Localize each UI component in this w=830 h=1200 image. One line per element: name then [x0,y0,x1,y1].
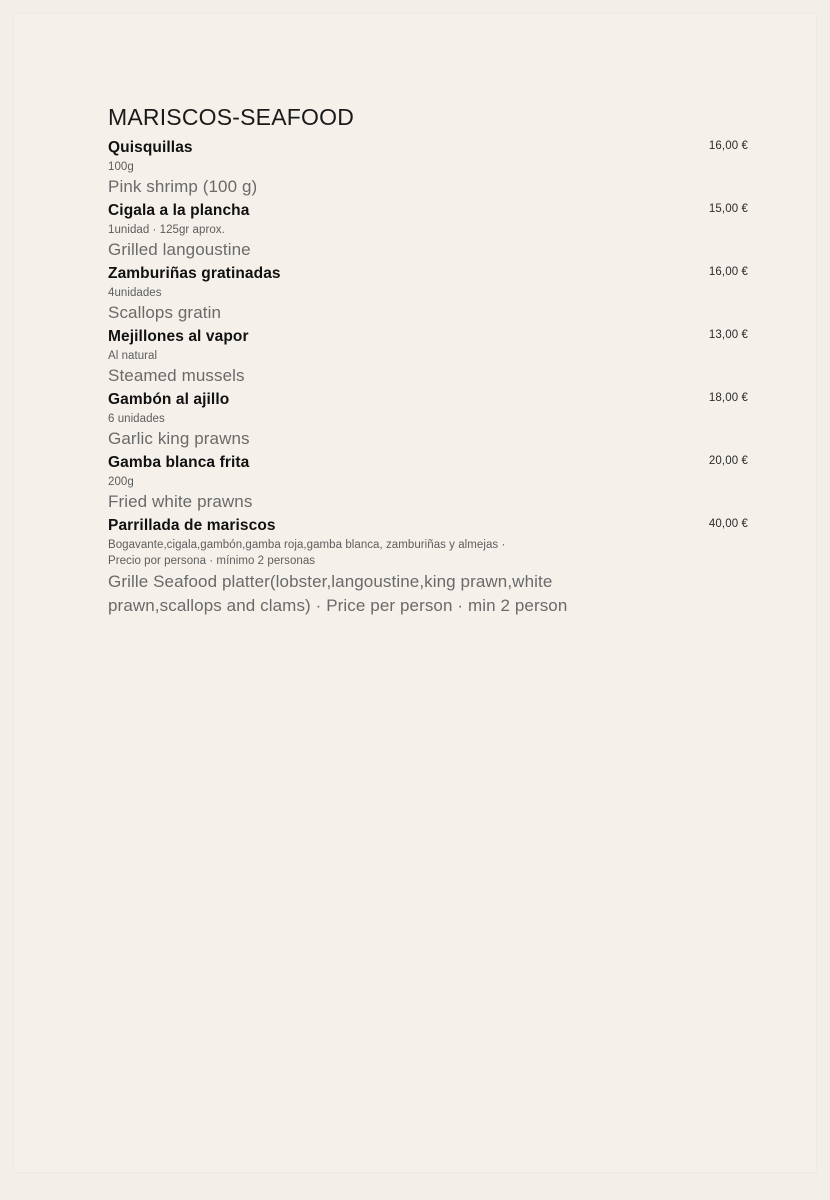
menu-item [108,138,748,199]
item-name-english: Fried white prawns [108,492,253,512]
item-description: Al natural [108,349,158,362]
item-name-english: Garlic king prawns [108,429,250,449]
item-name: Parrillada de mariscos [108,516,276,534]
menu-item-list [108,138,748,617]
page-title: MARISCOS-SEAFOOD [108,104,355,130]
item-description: 6 unidades [108,412,165,425]
menu-page [14,14,816,1172]
item-description: Bogavante,cigala,gambón,gamba roja,gamba blanca, zamburiñas y almejas · [108,538,506,551]
item-name: Mejillones al vapor [108,327,249,345]
menu-item [108,264,748,325]
menu-content [108,104,748,619]
menu-item [108,201,748,262]
item-name-english: Steamed mussels [108,366,245,386]
item-price: 18,00 € [708,391,748,404]
item-description: 100g [108,160,134,173]
item-name: Gamba blanca frita [108,453,250,471]
item-price: 15,00 € [708,202,748,215]
item-name-english: Scallops gratin [108,303,222,323]
item-price: 20,00 € [708,454,748,467]
item-price: 16,00 € [708,265,748,278]
item-description-secondary: Precio por persona · mínimo 2 personas [108,555,316,568]
menu-item [108,453,748,514]
item-name-english: Pink shrimp (100 g) [108,177,258,197]
item-price: 40,00 € [708,517,748,530]
item-name: Gambón al ajillo [108,390,230,408]
item-description: 1unidad · 125gr aprox. [108,223,225,236]
item-price: 13,00 € [708,328,748,341]
item-name: Zamburiñas gratinadas [108,264,281,282]
menu-item [108,390,748,451]
item-name-english: Grille Seafood platter(lobster,langoustine,king prawn,white prawn,scallops and clams) · Price per person · min 2 person [108,572,568,615]
item-description: 200g [108,475,134,488]
menu-item [108,516,748,617]
item-name: Quisquillas [108,138,193,156]
item-price: 16,00 € [708,139,748,152]
item-name-english: Grilled langoustine [108,240,251,260]
item-name: Cigala a la plancha [108,201,250,219]
item-description: 4unidades [108,286,162,299]
menu-item [108,327,748,388]
